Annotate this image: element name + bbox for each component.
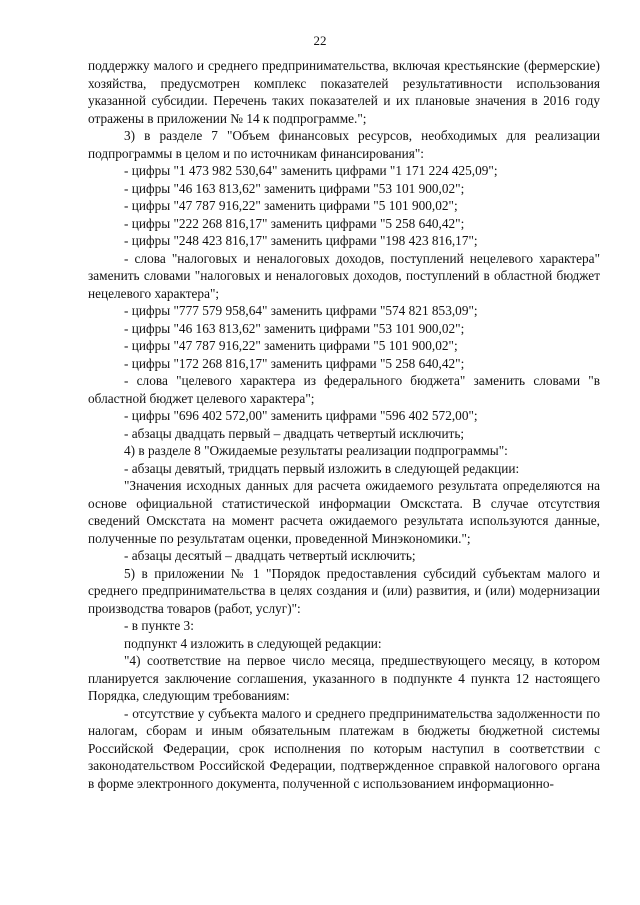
page-number: 22 <box>313 33 327 48</box>
replacement-item: - слова "целевого характера из федерального бюджета" заменить словами "в областной бюджет целевого характера"; <box>88 373 600 406</box>
replacement-item: - цифры "696 402 572,00" заменить цифрами "596 402 572,00"; <box>124 408 478 423</box>
paragraph-section-7: 3) в разделе 7 "Объем финансовых ресурсов, необходимых для реализации подпрограммы в целом и по источникам финансирования": <box>88 128 600 161</box>
replacement-item: - цифры "248 423 816,17" заменить цифрами "198 423 816,17"; <box>124 233 478 248</box>
document-body <box>88 57 600 792</box>
paragraph: поддержку малого и среднего предпринимательства, включая крестьянские (фермерские) хозяйства, предусмотрен комплекс показателей результативности использования указанной субсидии. Перечень таких показателей и их плановые значения в 2016 году отражены в приложении № 14 к подпрограмме."; <box>88 58 600 126</box>
replacement-item: - цифры "46 163 813,62" заменить цифрами "53 101 900,02"; <box>124 180 465 196</box>
replacement-item: - цифры "47 787 916,22" заменить цифрами "5 101 900,02"; <box>124 198 458 213</box>
quoted-paragraph: "Значения исходных данных для расчета ожидаемого результата определяются на основе официальной статистической информации Омскстата. В случае отсутствия сведений Омскстата на момент расчета ожидаемого результата используются данные, полученные по результатам оценки, проведенной Минэкономики."; <box>88 478 600 546</box>
requirement-item: - отсутствие у субъекта малого и среднего предпринимательства задолженности по налогам, сборам и иным обязательным платежам в бюджеты бюджетной системы Российской Федерации, срок исполнения по которым наступил в соответствии с законодательством Российской Федерации, подтвержденное справкой налогового органа в форме электронного документа, полученной с использованием информационно- <box>88 705 600 791</box>
replacement-item: - цифры "222 268 816,17" заменить цифрами "5 258 640,42"; <box>124 215 465 231</box>
replacement-item: - цифры "777 579 958,64" заменить цифрами "574 821 853,09"; <box>124 303 478 318</box>
paragraph-section-8: 4) в разделе 8 "Ожидаемые результаты реализации подпрограммы": <box>124 443 508 458</box>
quoted-paragraph: "4) соответствие на первое число месяца, предшествующего месяцу, в котором планируется заключение соглашения, указанного в подпункте 4 пункта 12 настоящего Порядка, следующим требованиям: <box>88 653 600 703</box>
paragraph-appendix-1: 5) в приложении № 1 "Порядок предоставления субсидий субъектам малого и среднего предпринимательства в целях создания и (или) развития, и (или) модернизации производства товаров (работ, услуг)": <box>88 565 600 616</box>
replacement-item: - цифры "172 268 816,17" заменить цифрами "5 258 640,42"; <box>124 355 465 371</box>
replacement-item: - цифры "46 163 813,62" заменить цифрами "53 101 900,02"; <box>124 320 465 336</box>
subpoint-item: подпункт 4 изложить в следующей редакции: <box>124 635 382 651</box>
replacement-item: - слова "налоговых и неналоговых доходов, поступлений нецелевого характера" заменить словами "налоговых и неналоговых доходов, поступлений в областной бюджет нецелевого характера"; <box>88 250 600 301</box>
replacement-item: - цифры "1 473 982 530,64" заменить цифрами "1 171 224 425,09"; <box>124 163 498 178</box>
edit-item: - абзацы девятый, тридцать первый изложить в следующей редакции: <box>124 460 520 476</box>
replacement-item: - цифры "47 787 916,22" заменить цифрами "5 101 900,02"; <box>124 338 458 353</box>
point-item: - в пункте 3: <box>124 618 194 633</box>
exclusion-item: - абзацы десятый – двадцать четвертый исключить; <box>124 548 416 563</box>
exclusion-item: - абзацы двадцать первый – двадцать четвертый исключить; <box>124 425 465 441</box>
